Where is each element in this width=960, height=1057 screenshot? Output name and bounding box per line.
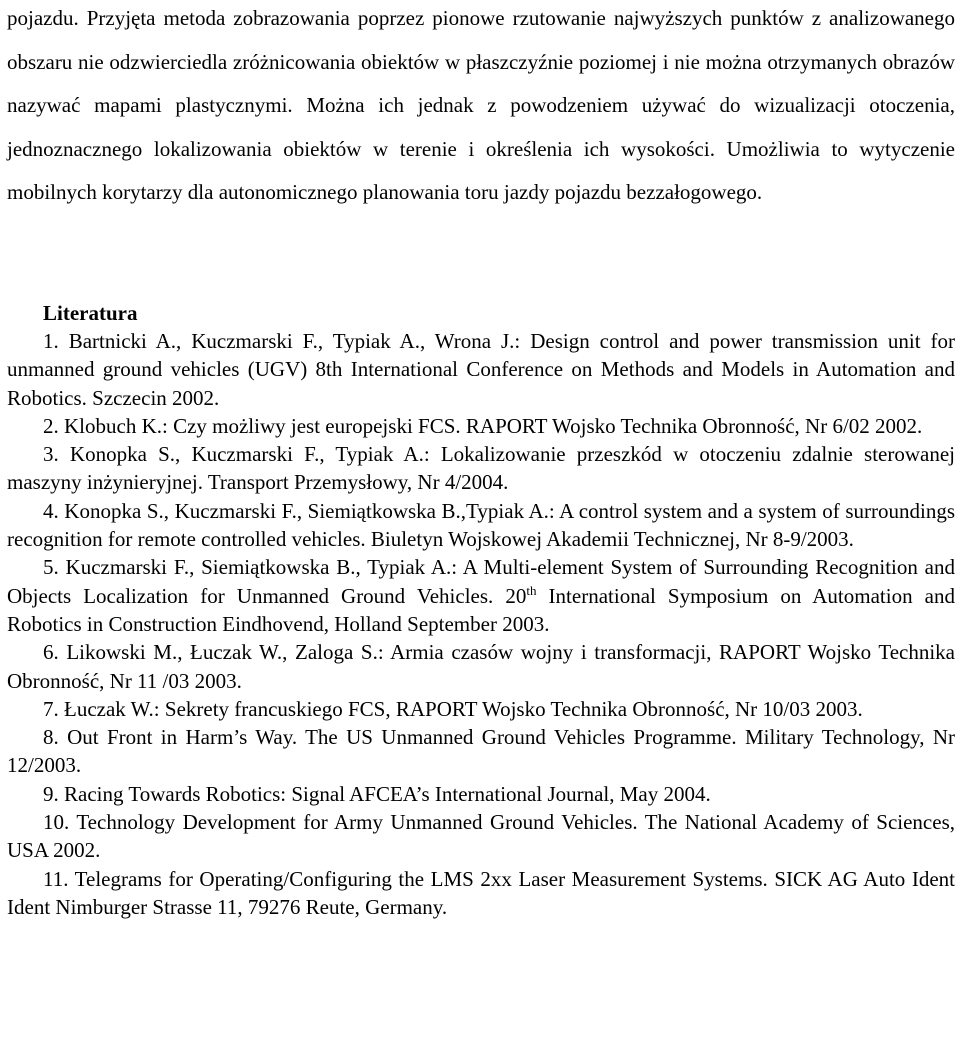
reference-text: 8. Out Front in Harm’s Way. The US Unmanned Ground Vehicles Programme. Military Technology, Nr 12/2003. xyxy=(7,725,955,778)
reference-text: 3. Konopka S., Kuczmarski F., Typiak A.: Lokalizowanie przeszkód w otoczeniu zdalnie sterowanej maszyny inżynieryjnej. Transport Przemysłowy, Nr 4/2004. xyxy=(7,442,955,495)
reference-text-continued: International Symposium on Automation and Robotics in Construction Eindhovend, Holland September 2003. xyxy=(7,583,955,636)
reference-item xyxy=(7,638,955,695)
reference-item xyxy=(7,497,955,554)
reference-item xyxy=(7,865,955,922)
reference-text: 7. Łuczak W.: Sekrety francuskiego FCS, RAPORT Wojsko Technika Obronność, Nr 10/03 2003. xyxy=(43,696,863,721)
reference-text: 2. Klobuch K.: Czy możliwy jest europejski FCS. RAPORT Wojsko Technika Obronność, Nr 6/02 2002. xyxy=(43,413,923,438)
body-paragraph: pojazdu. Przyjęta metoda zobrazowania poprzez pionowe rzutowanie najwyższych punktów z analizowanego obszaru nie odzwierciedla zróżnicowania obiektów w płaszczyźnie poziomej i nie można otrzymanych obrazów nazywać mapami plastycznymi. Można ich jednak z powodzeniem używać do wizualizacji otoczenia, jednoznacznego lokalizowania obiektów w terenie i określenia ich wysokości. Umożliwia to wytyczenie mobilnych korytarzy dla autonomicznego planowania toru jazdy pojazdu bezzałogowego. xyxy=(7,6,955,204)
references-heading: Literatura xyxy=(43,301,138,325)
reference-text: 11. Telegrams for Operating/Configuring the LMS 2xx Laser Measurement Systems. SICK AG Auto Ident Ident Nimburger Strasse 11, 79276 Reute, Germany. xyxy=(7,866,955,919)
reference-item xyxy=(7,780,955,808)
superscript-ordinal: th xyxy=(526,582,537,598)
reference-text: 4. Konopka S., Kuczmarski F., Siemiątkowska B.,Typiak A.: A control system and a system of surroundings recognition for remote controlled vehicles. Biuletyn Wojskowej Akademii Technicznej, Nr 8-9/2003. xyxy=(7,498,955,552)
reference-item xyxy=(7,412,955,440)
reference-item xyxy=(7,440,955,497)
reference-item xyxy=(7,808,955,865)
reference-item xyxy=(7,327,955,412)
references-list xyxy=(7,327,955,921)
reference-text: 10. Technology Development for Army Unmanned Ground Vehicles. The National Academy of Sciences, USA 2002. xyxy=(7,810,955,863)
reference-item xyxy=(7,723,955,780)
reference-item xyxy=(7,695,955,723)
reference-item xyxy=(7,553,955,638)
reference-text: 1. Bartnicki A., Kuczmarski F., Typiak A., Wrona J.: Design control and power transmission unit for unmanned ground vehicles (UGV) 8th International Conference on Methods and Models in Automation and Robotics. Szczecin 2002. xyxy=(7,329,955,410)
reference-text: 6. Likowski M., Łuczak W., Zaloga S.: Armia czasów wojny i transformacji, RAPORT Wojsko Technika Obronność, Nr 11 /03 2003. xyxy=(7,640,955,693)
reference-text: 5. Kuczmarski F., Siemiątkowska B., Typiak A.: A Multi-element System of Surrounding Recognition and Objects Localization for Unmanned Ground Vehicles. 20 xyxy=(7,555,955,608)
reference-text: 9. Racing Towards Robotics: Signal AFCEA’s International Journal, May 2004. xyxy=(43,781,711,806)
